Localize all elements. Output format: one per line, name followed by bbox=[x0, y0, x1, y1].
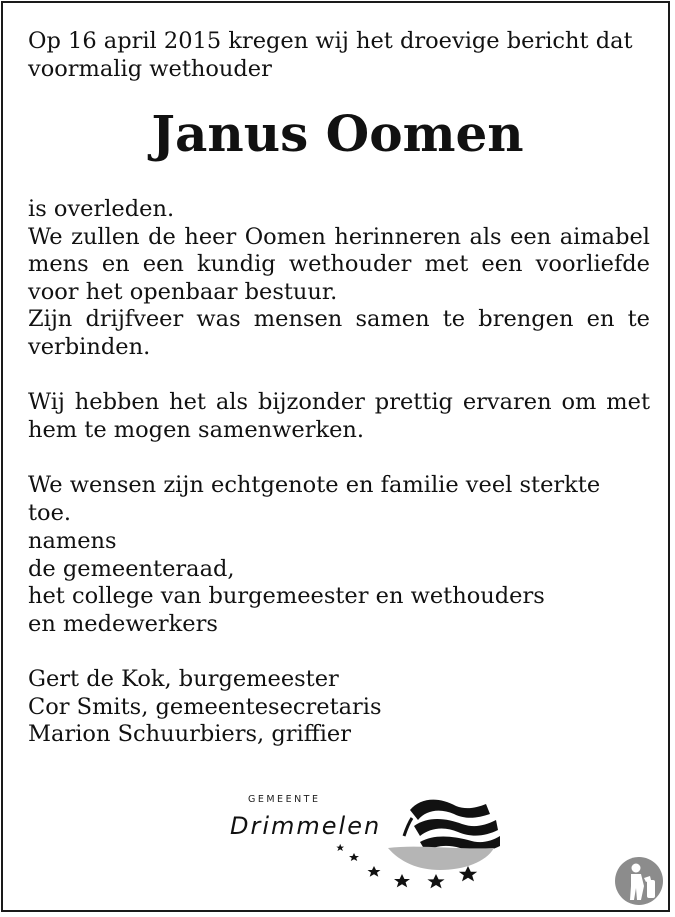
signatory-line: Gert de Kok, burgemeester bbox=[28, 666, 339, 692]
sender-line: de gemeenteraad, bbox=[28, 555, 235, 582]
municipality-logo bbox=[228, 790, 508, 890]
body-paragraph-2: Wij hebben het als bijzonder prettig ervaren om met hem te mogen samenwerken. bbox=[28, 389, 650, 443]
sender-line: en medewerkers bbox=[28, 610, 218, 637]
body-line: Zijn drijfveer was mensen samen te brengen en te verbinden. bbox=[28, 306, 650, 360]
intro-line: Op 16 april 2015 kregen wij het droevige bericht dat bbox=[28, 28, 633, 54]
signatories-block bbox=[28, 666, 650, 749]
memorial-figure-icon bbox=[614, 856, 664, 906]
intro-text bbox=[28, 28, 650, 83]
body-line: We zullen de heer Oomen herinneren als een aimabel mens en een kundig wethouder met een voorliefde voor het openbaar bestuur. bbox=[28, 223, 650, 305]
logo-name-text: Drimmelen bbox=[230, 812, 382, 840]
body-paragraph-3: We wensen zijn echtgenote en familie veel sterkte toe. bbox=[28, 472, 601, 526]
intro-line: voormalig wethouder bbox=[28, 55, 272, 82]
signatory-line: Marion Schuurbiers, griffier bbox=[28, 721, 351, 747]
signatory-line: Cor Smits, gemeentesecretaris bbox=[28, 693, 382, 720]
sender-block bbox=[28, 528, 650, 638]
body-line: is overleden. bbox=[28, 196, 175, 222]
sender-line: het college van burgemeester en wethouders bbox=[28, 583, 545, 609]
deceased-name: Janus Oomen bbox=[151, 104, 524, 163]
logo-emblem-icon bbox=[228, 790, 508, 890]
logo-small-text: GEMEENTE bbox=[248, 794, 321, 805]
memorial-badge[interactable] bbox=[614, 856, 664, 906]
body-paragraph-1 bbox=[28, 196, 650, 361]
sender-line: namens bbox=[28, 528, 117, 554]
